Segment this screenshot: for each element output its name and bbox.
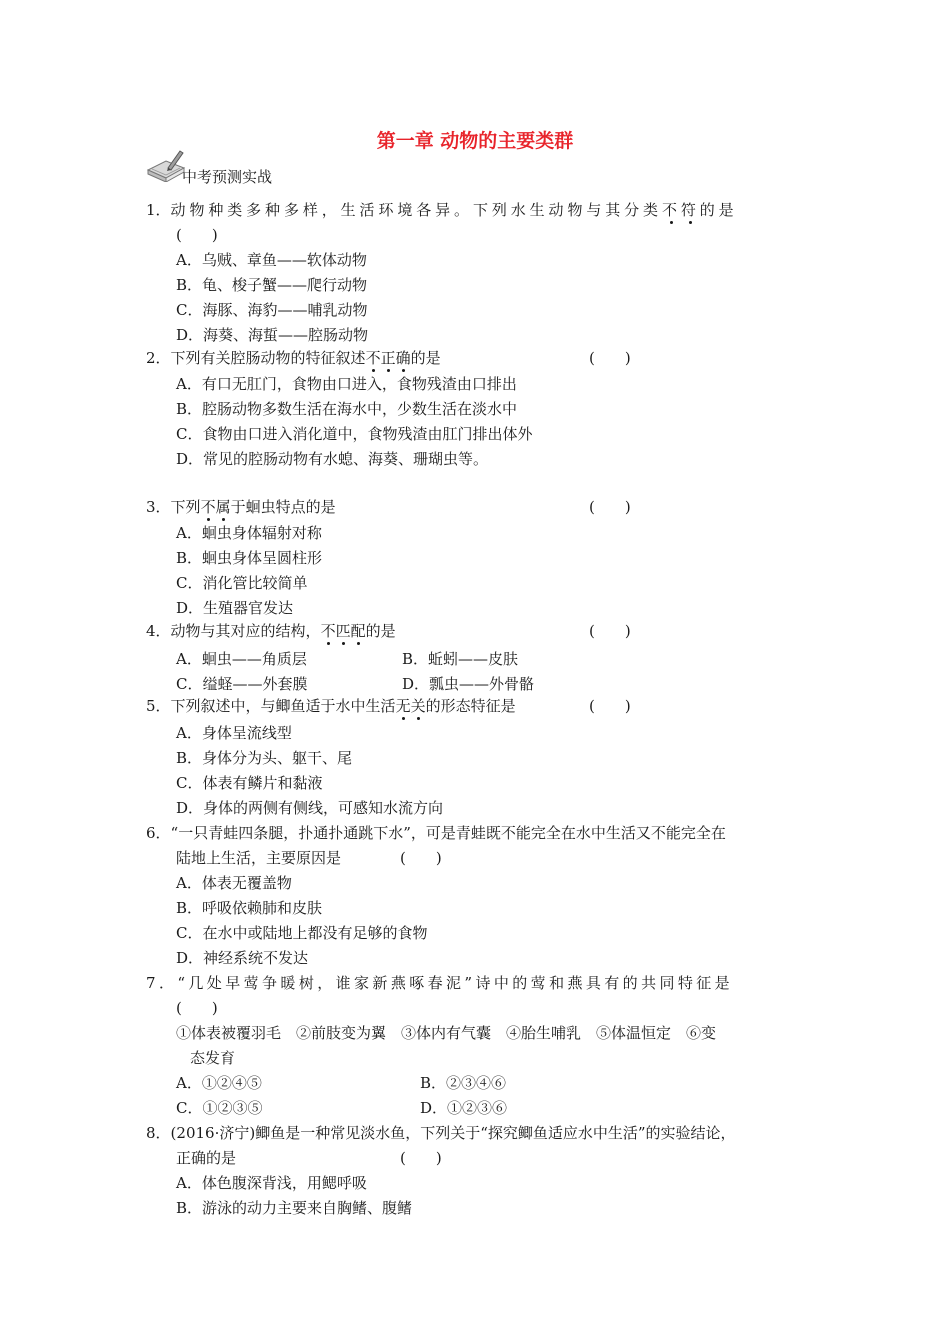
question-number: 3． <box>146 498 171 516</box>
question-number: 1． <box>146 201 171 219</box>
question-text: 下列 <box>170 498 201 516</box>
question-number: 2． <box>146 349 171 367</box>
option: B．②③④⑥ <box>420 1074 507 1092</box>
question-6 <box>146 823 726 843</box>
question-text: “几处早莺争暖树，谁家新燕啄春泥”诗中的莺和燕具有的共同特征是 <box>177 974 734 992</box>
option: B．游泳的动力主要来自胸鳍、腹鳍 <box>176 1199 413 1217</box>
statement-list-continued: 态发育 <box>190 1049 236 1067</box>
question-text: 的是 <box>410 349 441 367</box>
answer-blank: ( ) <box>176 999 218 1017</box>
option: C．海豚、海豹——哺乳动物 <box>176 301 368 319</box>
answer-blank: ( ) <box>589 349 631 367</box>
option: C．体表有鳞片和黏液 <box>176 774 323 792</box>
question-text: 于蛔虫特点的是 <box>230 498 336 516</box>
question-text: 的是 <box>365 622 396 640</box>
question-text: 下列有关腔肠动物的特征叙述 <box>170 349 366 367</box>
option: A．有口无肛门，食物由口进入，食物残渣由口排出 <box>176 375 517 393</box>
option: C．缢蛏——外套膜 <box>176 675 308 693</box>
emphasis-mark: 无 <box>395 697 411 715</box>
option: D．身体的两侧有侧线，可感知水流方向 <box>176 799 444 817</box>
emphasis-mark: 关 <box>410 697 426 715</box>
option: A．蛔虫——角质层 <box>176 650 307 668</box>
answer-blank: ( ) <box>176 226 218 244</box>
question-text: 的是 <box>699 201 738 219</box>
question-4 <box>146 621 396 641</box>
option: C．在水中或陆地上都没有足够的食物 <box>176 924 428 942</box>
option: A．体色腹深背浅，用鳃呼吸 <box>176 1174 367 1192</box>
option: A．体表无覆盖物 <box>176 874 292 892</box>
option: C．①②③⑤ <box>176 1099 263 1117</box>
question-number: 7． <box>146 974 178 992</box>
question-text: 下列叙述中，与鲫鱼适于水中生活 <box>170 697 396 715</box>
option: D．神经系统不发达 <box>176 949 309 967</box>
option: B．腔肠动物多数生活在海水中，少数生活在淡水中 <box>176 400 518 418</box>
emphasis-mark: 不 <box>365 349 381 367</box>
question-5 <box>146 696 516 716</box>
answer-blank: ( ) <box>589 697 631 715</box>
option: C．消化管比较简单 <box>176 574 308 592</box>
answer-blank: ( ) <box>589 498 631 516</box>
answer-blank: ( ) <box>589 622 631 640</box>
emphasis-mark: 确 <box>395 349 411 367</box>
question-text-continued: 正确的是 <box>176 1149 237 1167</box>
question-text: 的形态特征是 <box>425 697 516 715</box>
option: A．身体呈流线型 <box>176 724 292 742</box>
option: A．蛔虫身体辐射对称 <box>176 524 322 542</box>
emphasis-mark: 匹 <box>335 622 351 640</box>
emphasis-mark: 符 <box>680 201 700 219</box>
page-title: 第一章 动物的主要类群 <box>376 130 574 152</box>
option: D．瓢虫——外骨骼 <box>402 675 535 693</box>
option: C．食物由口进入消化道中，食物残渣由肛门排出体外 <box>176 425 533 443</box>
option: D．生殖器官发达 <box>176 599 294 617</box>
option: B．蚯蚓——皮肤 <box>402 650 519 668</box>
option: B．呼吸依赖肺和皮肤 <box>176 899 323 917</box>
question-7 <box>146 973 733 993</box>
option: B．身体分为头、躯干、尾 <box>176 749 353 767</box>
option: B．龟、梭子蟹——爬行动物 <box>176 276 368 294</box>
option: D．①②③⑥ <box>420 1099 508 1117</box>
question-number: 8． <box>146 1124 171 1142</box>
question-3 <box>146 497 336 517</box>
section-label: 中考预测实战 <box>182 168 273 186</box>
question-number: 4． <box>146 622 171 640</box>
book-pen-icon <box>146 148 186 182</box>
emphasis-mark: 属 <box>215 498 231 516</box>
question-2 <box>146 348 441 368</box>
question-text: 动物与其对应的结构， <box>170 622 321 640</box>
answer-blank: ( ) <box>400 1149 442 1167</box>
emphasis-mark: 正 <box>380 349 396 367</box>
option: D．海葵、海蜇——腔肠动物 <box>176 326 369 344</box>
question-text: “一只青蛙四条腿，扑通扑通跳下水”，可是青蛙既不能完全在水中生活又不能完全在 <box>170 824 726 842</box>
question-8 <box>146 1123 736 1143</box>
question-number: 6． <box>146 824 171 842</box>
question-text: 动物种类多种多样，生活环境各异。下列水生动物与其分类 <box>170 201 662 219</box>
statement-list: ①体表被覆羽毛 ②前肢变为翼 ③体内有气囊 ④胎生哺乳 ⑤体温恒定 ⑥变 <box>176 1024 717 1042</box>
option: D．常见的腔肠动物有水螅、海葵、珊瑚虫等。 <box>176 450 489 468</box>
answer-blank: ( ) <box>400 849 442 867</box>
question-number: 5． <box>146 697 171 715</box>
question-text: (2016·济宁)鲫鱼是一种常见淡水鱼，下列关于“探究鲫鱼适应水中生活”的实验结论， <box>170 1124 736 1142</box>
question-1 <box>146 200 738 220</box>
option: B．蛔虫身体呈圆柱形 <box>176 549 323 567</box>
question-text-continued: 陆地上生活，主要原因是 <box>176 849 342 867</box>
emphasis-mark: 配 <box>350 622 366 640</box>
option: A．乌贼、章鱼——软体动物 <box>176 251 367 269</box>
option: A．①②④⑤ <box>176 1074 262 1092</box>
emphasis-mark: 不 <box>320 622 336 640</box>
emphasis-mark: 不 <box>200 498 216 516</box>
emphasis-mark: 不 <box>661 201 681 219</box>
